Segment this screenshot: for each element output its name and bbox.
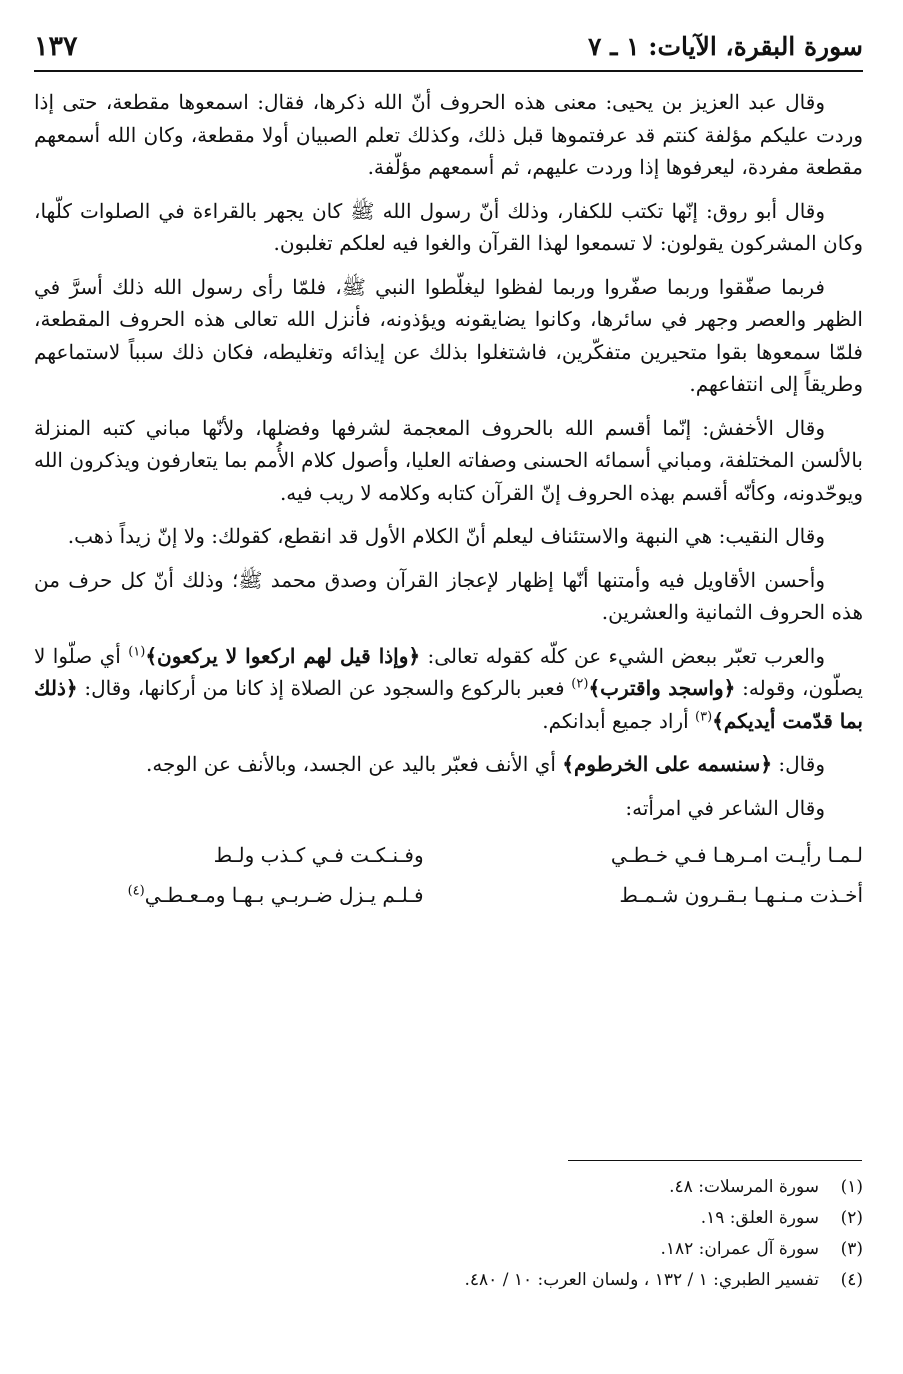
paragraph-list: [34, 86, 863, 824]
paragraph: [34, 792, 863, 825]
footnote-reference: (١): [128, 643, 146, 659]
footnote-rule: [568, 1160, 862, 1161]
paragraph-text: وقال عبد العزيز بن يحيى: معنى هذه الحروف أنّ الله ذكرها، فقال: اسمعوها مقطعة، حتى إذا وردت عليكم مؤلفة كنتم قد عرفتموها قبل ذلك، وكذلك تعلم الصبيان أولا مقطعة، وكان الله أسمعهم مقطعة مفردة، ليعرفوها إذا وردت عليهم، ثم أسمعهم مؤلّفة.: [34, 90, 863, 179]
poem-line: [34, 875, 863, 915]
footnote-reference: (٤): [127, 883, 145, 899]
footnotes: [34, 1172, 863, 1296]
paragraph: [34, 640, 863, 738]
running-head: سورة البقرة، الآيات: ١ ـ ٧: [587, 31, 863, 61]
paragraph: [34, 520, 863, 553]
quran-verse: ﴿واسجد واقترب﴾: [588, 676, 736, 700]
paragraph-text: فعبر بالركوع والسجود عن الصلاة إذ كانا من أركانها، وقال:: [77, 676, 572, 700]
footnote: [34, 1265, 863, 1296]
poem-second-hemistich: [34, 839, 424, 872]
page-header: [34, 24, 863, 68]
poem-first-hemistich: لـمـا رأيـت امـرهـا فـي خـطـي: [610, 842, 863, 867]
footnote: [34, 1234, 863, 1265]
paragraph-text: وقال النقيب: هي النبهة والاستئناف ليعلم أنّ الكلام الأول قد انقطع، كقولك: ولا إنّ زيداً ذهب.: [67, 524, 825, 548]
hemistich-text: فـلـم يـزل ضـربـي بـهـا ومـعـطـي: [144, 882, 424, 907]
paragraph: [34, 748, 863, 781]
footnote-text: سورة المرسلات: ٤٨.: [669, 1177, 819, 1197]
footnote: [34, 1203, 863, 1234]
poem-line: [34, 835, 863, 875]
quran-verse: ﴿ذلك بما قدّمت أيديكم﴾: [34, 676, 863, 733]
quran-verse: ﴿سنسمه على الخرطوم﴾: [562, 752, 773, 776]
body-text: [34, 86, 863, 915]
footnote-text: تفسير الطبري: ١ / ١٣٢ ، ولسان العرب: ١٠ / ٤٨٠.: [464, 1270, 819, 1290]
footnote-text: سورة آل عمران: ١٨٢.: [660, 1239, 819, 1259]
paragraph-text: أي الأنف فعبّر باليد عن الجسد، وبالأنف عن الوجه.: [145, 752, 563, 776]
footnote-reference: (٣): [695, 708, 713, 724]
footnote-number: (٤): [840, 1270, 863, 1290]
paragraph-text: فربما صفّقوا وربما صفّروا وربما لفظوا ليغلّطوا النبي ﷺ، فلمّا رأى رسول الله ذلك أسرَّ في الظهر والعصر وجهر في سائرها، وكانوا يضايقونه ويؤذونه، فأنزل الله تعالى هذه الحروف المقطعة، فلمّا سمعوها بقوا متحيرين متفكّرين، فاشتغلوا بذلك عن إيذائه وتغليطه، فكان ذلك سبباً لاستماعهم وطريقاً إلى انتفاعهم.: [34, 274, 863, 396]
paragraph-text: وقال أبو روق: إنّها تكتب للكفار، وذلك أنّ رسول الله ﷺ كان يجهر بالقراءة في الصلوات كلّها، وكان المشركون يقولون: لا تسمعوا لهذا القرآن والغوا فيه لعلكم تغلبون.: [34, 198, 863, 255]
paragraph: [34, 271, 863, 401]
paragraph-text: وأحسن الأقاويل فيه وأمتنها أنّها إظهار لإعجاز القرآن وصدق محمد ﷺ؛ وذلك أنّ كل حرف من هذه الحروف الثمانية والعشرين.: [34, 567, 863, 624]
paragraph-text: وقال الأخفش: إنّما أقسم الله بالحروف المعجمة لشرفها وفضلها، ولأنّها مباني كتبه المنزلة بالألسن المختلفة، ومباني أسمائه الحسنى وصفاته العليا، وأصول كلام الأُمم بما يتعارفون ويذكرون الله ويوحّدونه، وكأنّه أقسم بهذه الحروف إنّ القرآن كتابه وكلامه لا ريب فيه.: [33, 415, 863, 505]
footnote-number: (٣): [840, 1239, 863, 1259]
paragraph-text: أي صلّوا لا يصلّون، وقوله:: [34, 643, 863, 700]
footnote-number: (١): [840, 1177, 863, 1197]
page-number: ١٣٧: [34, 30, 78, 62]
header-rule: [34, 70, 863, 72]
paragraph-text: وقال:: [772, 752, 825, 776]
paragraph: [34, 564, 863, 629]
poem: [34, 835, 863, 915]
footnote-text: سورة العلق: ١٩.: [700, 1208, 819, 1228]
footnote-number: (٢): [840, 1208, 863, 1228]
paragraph-text: والعرب تعبّر ببعض الشيء عن كلّه كقوله تعالى:: [420, 643, 825, 668]
paragraph: [34, 195, 863, 260]
footnote: [34, 1172, 863, 1203]
paragraph: [34, 412, 863, 510]
paragraph-text: وقال الشاعر في امرأته:: [625, 795, 825, 820]
paragraph: [34, 86, 863, 184]
hemistich-text: وفـنـكـت فـي كـذب ولـط: [213, 842, 424, 867]
footnote-reference: (٢): [571, 676, 589, 692]
quran-verse: ﴿وإذا قيل لهم اركعوا لا يركعون﴾: [145, 643, 421, 668]
paragraph-text: أراد جميع أبدانكم.: [542, 708, 696, 733]
poem-first-hemistich: أخـذت مـنـهـا بـقـرون شـمـط: [619, 882, 863, 907]
poem-second-hemistich: [34, 879, 424, 912]
